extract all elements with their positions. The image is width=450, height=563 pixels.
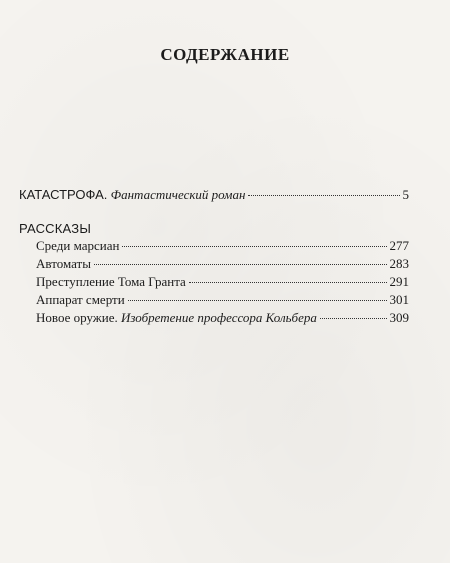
dot-leader bbox=[248, 195, 399, 196]
dot-leader bbox=[94, 264, 387, 265]
toc-entry-title-subtitle: Изобретение профессора Кольбера bbox=[120, 310, 317, 325]
toc-entry-title: Автоматы bbox=[36, 256, 91, 271]
toc-entry-title-main: Новое оружие. bbox=[36, 310, 118, 325]
page-title: СОДЕРЖАНИЕ bbox=[160, 45, 290, 64]
dot-leader bbox=[320, 318, 387, 319]
section-label: РАССКАЗЫ bbox=[19, 221, 92, 236]
toc-entry-title: Среди марсиан bbox=[36, 238, 120, 253]
toc-entry-title bbox=[19, 187, 245, 203]
dot-leader bbox=[128, 300, 387, 301]
toc-entry-title bbox=[36, 310, 317, 326]
toc-entry-page: 309 bbox=[389, 310, 409, 325]
toc-entry-page: 283 bbox=[389, 256, 409, 271]
dot-leader bbox=[122, 246, 386, 247]
toc-entry bbox=[36, 274, 409, 290]
toc-entry-page: 5 bbox=[402, 187, 409, 202]
toc-entry bbox=[36, 256, 409, 272]
toc-entry-title: Преступление Тома Гранта bbox=[36, 274, 186, 289]
toc-entry bbox=[36, 310, 409, 326]
toc-entry-page: 301 bbox=[389, 292, 409, 307]
toc-entry-title-prefix: КАТАСТРОФА. bbox=[19, 187, 108, 202]
toc-entry bbox=[36, 292, 409, 308]
toc-entry-title: Аппарат смерти bbox=[36, 292, 125, 307]
toc-entry-page: 291 bbox=[389, 274, 409, 289]
toc-entry bbox=[36, 238, 409, 254]
toc-entry-novel bbox=[19, 187, 409, 203]
dot-leader bbox=[189, 282, 387, 283]
toc-entry-title-subtitle: Фантастический роман bbox=[110, 187, 246, 202]
toc-entry-page: 277 bbox=[389, 238, 409, 253]
